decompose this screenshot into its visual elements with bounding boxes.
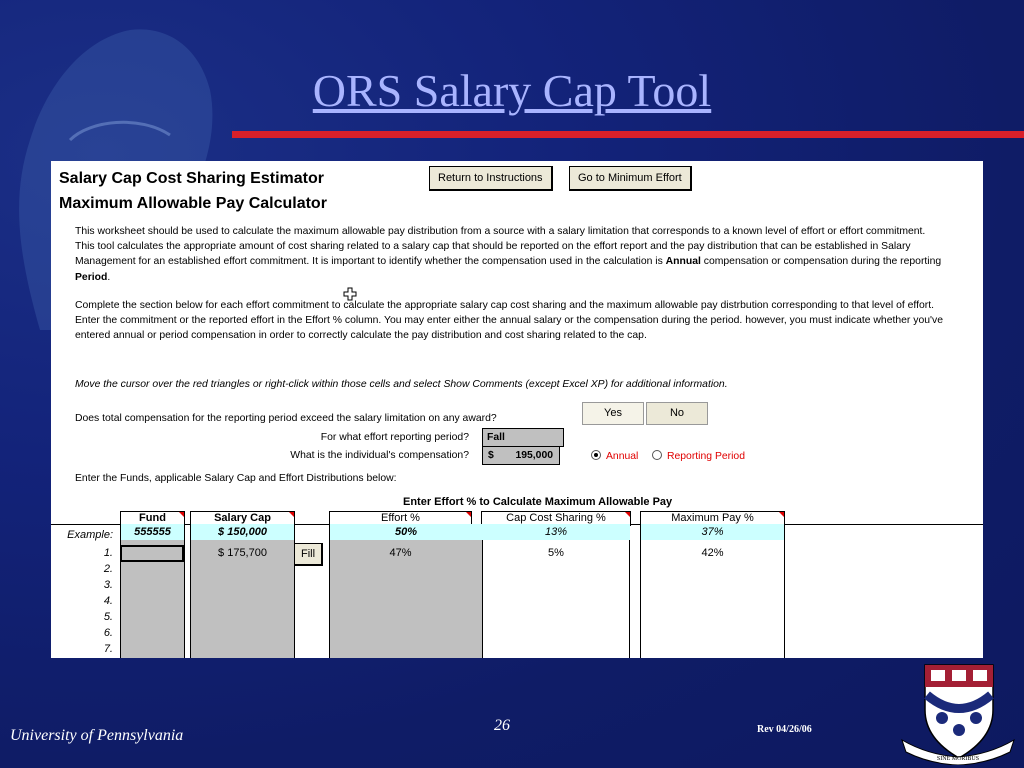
row-number: 3. — [103, 579, 113, 591]
row-number: 5. — [103, 611, 113, 623]
example-fund: 555555 — [121, 524, 184, 540]
maximum-pay-header: Maximum Pay % — [640, 511, 785, 526]
example-cost-sharing: 13% — [482, 524, 630, 540]
fill-button[interactable]: Fill — [294, 543, 323, 566]
radio-unselected-icon — [652, 450, 662, 460]
funds-instructions: Enter the Funds, applicable Salary Cap and Effort Distributions below: — [75, 473, 397, 484]
title-divider — [232, 131, 1024, 138]
currency-symbol: $ — [488, 450, 494, 461]
fund-header: Fund — [120, 511, 185, 526]
cost-sharing-column — [481, 524, 630, 658]
page-number: 26 — [494, 717, 510, 734]
revision-date: Rev 04/26/06 — [757, 724, 812, 735]
fund-input-selected[interactable] — [120, 545, 184, 562]
crest-motto: SINE MORIBUS — [936, 756, 980, 762]
effort-column — [329, 524, 483, 658]
sheet-heading-estimator: Salary Cap Cost Sharing Estimator — [59, 170, 324, 187]
table-title: Enter Effort % to Calculate Maximum Allowable Pay — [403, 496, 673, 508]
no-button[interactable]: No — [646, 402, 708, 425]
row1-cap: $ 175,700 — [218, 547, 267, 559]
radio-reporting-period[interactable]: Reporting Period — [652, 450, 745, 462]
go-to-minimum-effort-button[interactable]: Go to Minimum Effort — [569, 166, 692, 191]
instructions-paragraph: Complete the section below for each effort commitment to calculate the appropriate salary cap cost sharing and the maximum allowable pay distrbution corresponding to that level of effort. Enter the commitment or the reported effort in the Effort % column. You may enter either the annual salary or the compensation during the period. however, you must indicate whether you've entered annual or period compensation in order to correctly calculate the pay distribution and cost sharing related to the cap. — [75, 300, 943, 342]
salary-cap-column — [190, 524, 295, 658]
spreadsheet-panel — [51, 161, 983, 658]
intro-paragraph: This worksheet should be used to calculate the maximum allowable pay distribution from a source with a salary limitation that corresponds to a known level of effort or effort commitment. This tool calculates the appropriate amount of cost sharing related to a salary cap that should be reported on the effort report and the pay distribution that can be established in Salary Management for an established effort commitment. It is important to identify whether the compensation used in the calculation is Annual compensation or compensation during the reporting Period. — [75, 226, 942, 283]
row1-effort: 47% — [389, 547, 412, 559]
radio-selected-icon — [591, 450, 601, 460]
row-number: 4. — [103, 595, 113, 607]
maximum-pay-column — [640, 524, 785, 658]
sheet-heading-calculator: Maximum Allowable Pay Calculator — [59, 195, 327, 212]
yes-button[interactable]: Yes — [582, 402, 644, 425]
row-number: 1. — [103, 547, 113, 559]
footer-university: University of Pennsylvania — [10, 727, 184, 744]
compensation-label: What is the individual's compensation? — [290, 450, 469, 461]
radio-annual[interactable]: Annual — [591, 450, 638, 462]
example-maximum-pay: 37% — [641, 524, 784, 540]
cost-sharing-header: Cap Cost Sharing % — [481, 511, 631, 526]
period-label: For what effort reporting period? — [320, 432, 469, 443]
comments-note: Move the cursor over the red triangles or right-click within those cells and select Show Comments (except Excel XP) for additional information. — [75, 379, 728, 390]
row-number: 6. — [103, 627, 113, 639]
example-effort: 50% — [330, 524, 482, 540]
row1-maximum-pay: 42% — [701, 547, 724, 559]
effort-header: Effort % — [329, 511, 472, 526]
row1-cost-sharing: 5% — [548, 547, 564, 559]
return-to-instructions-button[interactable]: Return to Instructions — [429, 166, 553, 191]
compensation-value: 195,000 — [515, 450, 553, 461]
salary-cap-header: Salary Cap — [190, 511, 295, 526]
period-input[interactable]: Fall — [482, 428, 564, 447]
row-number: 7. — [103, 643, 113, 655]
example-label: Example: — [67, 529, 113, 541]
compensation-input[interactable] — [482, 446, 560, 465]
slide-title: ORS Salary Cap Tool — [312, 65, 712, 116]
row-number: 2. — [103, 563, 113, 575]
penn-crest-logo — [898, 660, 1018, 765]
example-cap: $ 150,000 — [191, 524, 294, 540]
exceed-question: Does total compensation for the reporting period exceed the salary limitation on any award? — [75, 413, 497, 424]
